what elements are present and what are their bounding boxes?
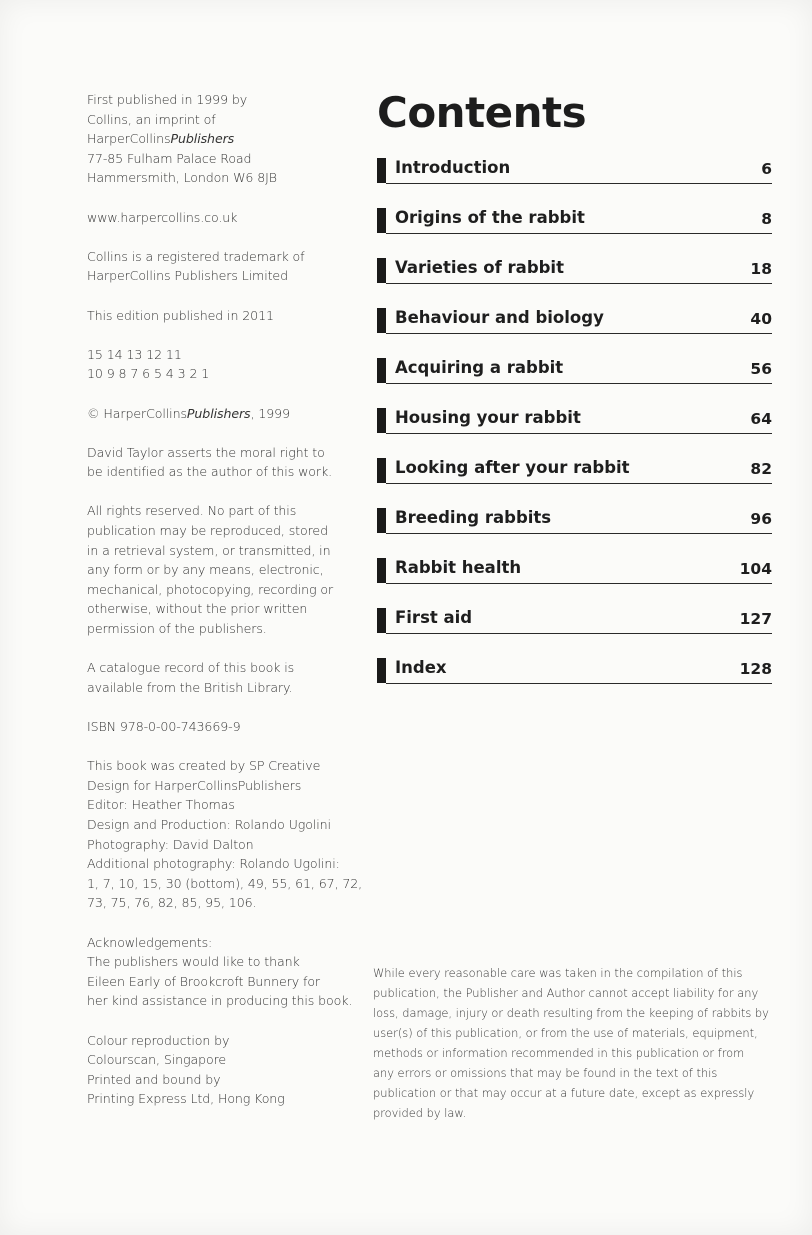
toc-entry[interactable] bbox=[377, 202, 772, 252]
credits-line: This book was created by SP Creative bbox=[87, 758, 321, 774]
production-line: Colourscan, Singapore bbox=[87, 1052, 227, 1068]
toc-entry[interactable] bbox=[377, 152, 772, 202]
isbn-text: ISBN 978-0-00-743669-9 bbox=[87, 719, 241, 734]
toc-entry-page: 127 bbox=[739, 610, 772, 628]
toc-rule bbox=[386, 633, 772, 634]
toc-entry[interactable] bbox=[377, 302, 772, 352]
publisher-line: Collins, an imprint of bbox=[87, 111, 216, 127]
disclaimer-line: methods or information recommended in this publication or from bbox=[373, 1046, 745, 1060]
production-line: Colour reproduction by bbox=[87, 1032, 230, 1048]
credits-line: Design and Production: Rolando Ugolini bbox=[87, 816, 331, 832]
toc-entry-page: 64 bbox=[750, 410, 772, 428]
rights-line: publication may be reproduced, stored bbox=[87, 523, 328, 539]
isbn bbox=[87, 717, 357, 737]
publisher-line: Hammersmith, London W6 8JB bbox=[87, 170, 277, 186]
toc-entry-label: Varieties of rabbit bbox=[395, 258, 564, 277]
rights-note bbox=[87, 501, 357, 638]
trademark-line: Collins is a registered trademark of bbox=[87, 248, 305, 264]
credits-line: Design for HarperCollinsPublishers bbox=[87, 777, 302, 793]
toc-entry[interactable] bbox=[377, 352, 772, 402]
rights-line: mechanical, photocopying, recording or bbox=[87, 581, 334, 597]
rights-line: any form or by any means, electronic, bbox=[87, 562, 324, 578]
toc-entry-label: Housing your rabbit bbox=[395, 408, 581, 427]
disclaimer-line: any errors or omissions that may be found in the text of this bbox=[373, 1066, 718, 1080]
toc-entry-label: First aid bbox=[395, 608, 473, 627]
copyright-italic: Publishers bbox=[186, 405, 251, 421]
toc-bullet-bar bbox=[377, 208, 386, 233]
toc-entry-page: 18 bbox=[750, 260, 772, 278]
toc-entry-label: Origins of the rabbit bbox=[395, 208, 585, 227]
toc-entry-label: Acquiring a rabbit bbox=[395, 358, 564, 377]
rights-line: in a retrieval system, or transmitted, in bbox=[87, 542, 331, 558]
edition-note bbox=[87, 306, 357, 326]
credits-line: 1, 7, 10, 15, 30 (bottom), 49, 55, 61, 67, 72, bbox=[87, 875, 363, 891]
publisher-line bbox=[87, 129, 357, 149]
print-code-line: 15 14 13 12 11 bbox=[87, 346, 182, 362]
moral-right-note bbox=[87, 443, 357, 482]
toc-bullet-bar bbox=[377, 358, 386, 383]
acknowledgements-line: The publishers would like to thank bbox=[87, 954, 300, 970]
credits bbox=[87, 756, 363, 913]
production-line: Printing Express Ltd, Hong Kong bbox=[87, 1091, 285, 1107]
website-text: www.harpercollins.co.uk bbox=[87, 209, 238, 225]
acknowledgements-line: her kind assistance in producing this book. bbox=[87, 993, 353, 1009]
print-codes bbox=[87, 345, 357, 384]
toc-entry-label: Breeding rabbits bbox=[395, 508, 552, 527]
toc-bullet-bar bbox=[377, 458, 386, 483]
toc-rule bbox=[386, 533, 772, 534]
toc-entry-page: 8 bbox=[761, 210, 772, 228]
publisher-block bbox=[87, 90, 357, 188]
toc-entry-label: Behaviour and biology bbox=[395, 308, 604, 327]
catalogue-line: A catalogue record of this book is bbox=[87, 660, 295, 676]
disclaimer bbox=[373, 963, 773, 1123]
toc-bullet-bar bbox=[377, 408, 386, 433]
catalogue-line: available from the British Library. bbox=[87, 679, 293, 695]
toc-entry-page: 56 bbox=[750, 360, 772, 378]
toc-bullet-bar bbox=[377, 158, 386, 183]
toc-rule bbox=[386, 183, 772, 184]
toc-entry[interactable] bbox=[377, 502, 772, 552]
credits-line: Additional photography: Rolando Ugolini: bbox=[87, 856, 340, 872]
toc-rule bbox=[386, 333, 772, 334]
rights-line: otherwise, without the prior written bbox=[87, 601, 308, 617]
toc-entry-page: 40 bbox=[750, 310, 772, 328]
imprint-column bbox=[87, 90, 363, 1128]
acknowledgements-line: Eileen Early of Brookcroft Bunnery for bbox=[87, 973, 321, 989]
disclaimer-line: publication or that may occur at a future date, except as expressly bbox=[373, 1086, 755, 1100]
toc-entry-label: Index bbox=[395, 658, 447, 677]
moral-right-line: David Taylor asserts the moral right to bbox=[87, 444, 325, 460]
toc-entry-page: 82 bbox=[750, 460, 772, 478]
toc-bullet-bar bbox=[377, 308, 386, 333]
disclaimer-line: loss, damage, injury or death resulting from the keeping of rabbits by bbox=[373, 1006, 769, 1020]
toc-entry-page: 96 bbox=[750, 510, 772, 528]
toc-entry-page: 104 bbox=[739, 560, 772, 578]
credits-line: 73, 75, 76, 82, 85, 95, 106. bbox=[87, 895, 257, 911]
acknowledgements bbox=[87, 933, 357, 1011]
page-title: Contents bbox=[377, 88, 587, 137]
toc-rule bbox=[386, 283, 772, 284]
disclaimer-line: provided by law. bbox=[373, 1106, 467, 1120]
toc-rule bbox=[386, 433, 772, 434]
toc-rule bbox=[386, 233, 772, 234]
toc-entry[interactable] bbox=[377, 452, 772, 502]
toc-entry-page: 128 bbox=[739, 660, 772, 678]
toc-entry-page: 6 bbox=[761, 160, 772, 178]
production-line: Printed and bound by bbox=[87, 1071, 221, 1087]
toc-bullet-bar bbox=[377, 658, 386, 683]
catalogue-note bbox=[87, 658, 357, 697]
moral-right-line: be identified as the author of this work. bbox=[87, 464, 333, 480]
toc-rule bbox=[386, 483, 772, 484]
toc-rule bbox=[386, 683, 772, 684]
publisher-name-italic: Publishers bbox=[170, 131, 235, 147]
toc-rule bbox=[386, 583, 772, 584]
toc-rule bbox=[386, 383, 772, 384]
toc-entry-label: Looking after your rabbit bbox=[395, 458, 630, 477]
production-note bbox=[87, 1031, 357, 1109]
disclaimer-line: publication, the Publisher and Author cannot accept liability for any bbox=[373, 986, 759, 1000]
toc-entry[interactable] bbox=[377, 552, 772, 602]
copyright-suffix: , 1999 bbox=[250, 405, 290, 421]
toc-bullet-bar bbox=[377, 558, 386, 583]
copyright-prefix: © HarperCollins bbox=[87, 405, 187, 421]
print-code-line: 10 9 8 7 6 5 4 3 2 1 bbox=[87, 366, 210, 382]
disclaimer-line: user(s) of this publication, or from the use of materials, equipment, bbox=[373, 1026, 758, 1040]
website bbox=[87, 208, 357, 228]
toc-entry[interactable] bbox=[377, 252, 772, 302]
edition-text: This edition published in 2011 bbox=[87, 307, 274, 323]
toc-entry-label: Rabbit health bbox=[395, 558, 522, 577]
publisher-line: First published in 1999 by bbox=[87, 92, 248, 107]
toc-entry[interactable] bbox=[377, 402, 772, 452]
trademark-line: HarperCollins Publishers Limited bbox=[87, 268, 288, 284]
rights-line: permission of the publishers. bbox=[87, 621, 267, 637]
toc-bullet-bar bbox=[377, 608, 386, 633]
rights-line: All rights reserved. No part of this bbox=[87, 503, 297, 519]
trademark-note bbox=[87, 247, 357, 286]
copyright-line bbox=[87, 404, 357, 424]
publisher-line: 77-85 Fulham Palace Road bbox=[87, 150, 252, 166]
credits-line: Editor: Heather Thomas bbox=[87, 797, 235, 813]
toc-bullet-bar bbox=[377, 508, 386, 533]
toc-bullet-bar bbox=[377, 258, 386, 283]
disclaimer-line: While every reasonable care was taken in the compilation of this bbox=[373, 966, 743, 980]
credits-line: Photography: David Dalton bbox=[87, 836, 254, 852]
toc-entry-label: Introduction bbox=[395, 158, 511, 177]
acknowledgements-line: Acknowledgements: bbox=[87, 934, 213, 950]
publisher-name: HarperCollins bbox=[87, 131, 171, 147]
table-of-contents bbox=[377, 152, 772, 702]
toc-entry[interactable] bbox=[377, 602, 772, 652]
toc-entry[interactable] bbox=[377, 652, 772, 702]
copyright-note bbox=[87, 404, 357, 424]
